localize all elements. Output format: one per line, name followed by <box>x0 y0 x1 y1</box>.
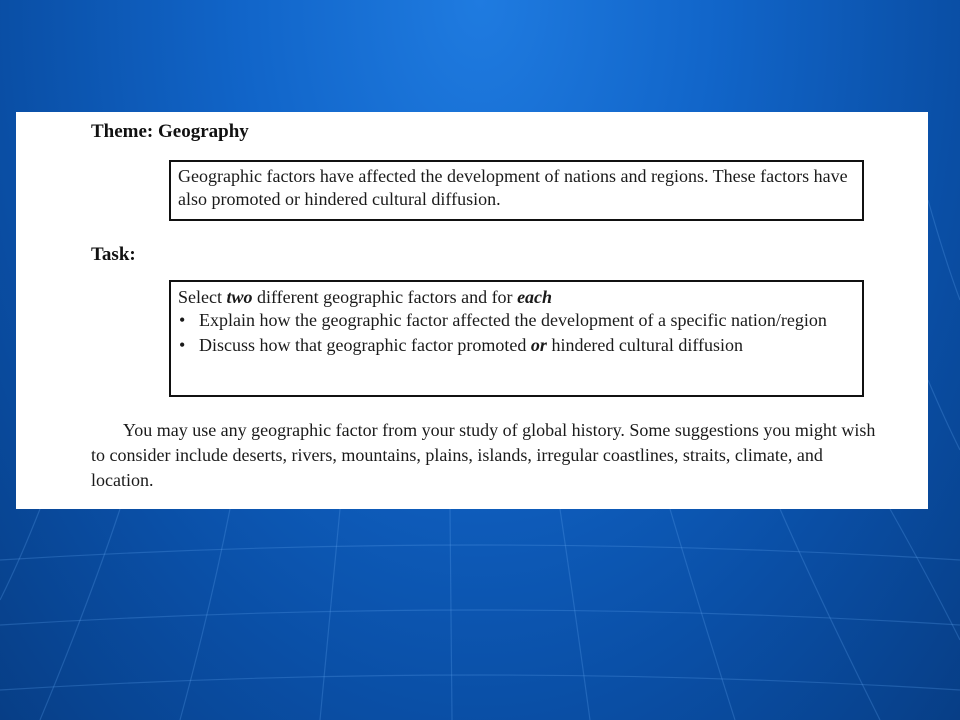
closing-paragraph: You may use any geographic factor from your study of global history. Some suggestions you might wish to consider include deserts, rivers, mountains, plains, islands, irregular coastlines, straits, climate, and location. <box>91 420 876 490</box>
task-heading: Task: <box>91 244 136 265</box>
bullet-icon: • <box>179 310 186 330</box>
list-item <box>178 334 855 357</box>
task-bullet-list <box>178 309 855 357</box>
task-intro: Select two different geographic factors and for each <box>178 287 553 307</box>
emphasis-two: two <box>226 287 253 307</box>
bullet-text: Explain how the geographic factor affected the development of a specific nation/region <box>199 310 827 330</box>
emphasis-or: or <box>530 335 547 355</box>
list-item <box>178 309 855 332</box>
theme-text: Geographic factors have affected the development of nations and regions. These factors have also promoted or hindered cultural diffusion. <box>178 166 848 209</box>
document-panel <box>16 112 928 509</box>
task-box <box>169 280 864 397</box>
theme-heading: Theme: Geography <box>91 121 249 142</box>
emphasis-each: each <box>517 287 553 307</box>
bullet-icon: • <box>179 335 186 355</box>
theme-box <box>169 160 864 221</box>
bullet-text: Discuss how that geographic factor promoted or hindered cultural diffusion <box>199 335 744 355</box>
